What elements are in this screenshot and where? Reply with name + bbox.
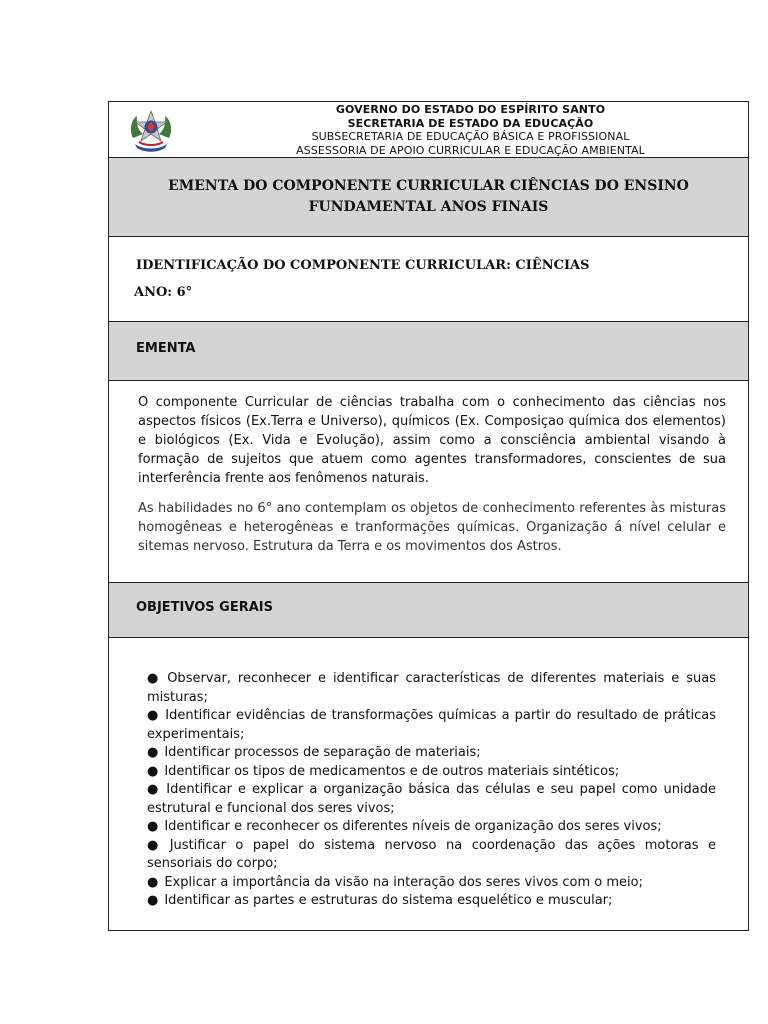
bullet-icon: ● xyxy=(147,874,159,890)
component-identification: IDENTIFICAÇÃO DO COMPONENTE CURRICULAR: CIÊNCIAS xyxy=(136,258,590,273)
document-title xyxy=(109,176,748,218)
objective-text: Observar, reconhecer e identificar características de diferentes materiais e suas misturas; xyxy=(147,671,717,705)
header-line-advisory: ASSESSORIA DE APOIO CURRICULAR E EDUCAÇÃO AMBIENTAL xyxy=(296,143,645,157)
ementa-body-row xyxy=(109,381,748,583)
objective-item xyxy=(147,744,716,763)
objective-item xyxy=(147,874,716,893)
objective-text: Identificar e explicar a organização básica das células e seu papel como unidade estrutural e funcional dos seres vivos; xyxy=(147,782,717,816)
objective-item xyxy=(147,818,716,837)
objectives-list xyxy=(147,670,716,911)
bullet-icon: ● xyxy=(147,708,160,723)
institution-header xyxy=(199,103,742,157)
objective-text: Identificar processos de separação de materiais; xyxy=(164,745,481,760)
state-coat-of-arms-icon xyxy=(127,108,175,154)
objective-item xyxy=(147,707,716,744)
objective-item xyxy=(147,781,716,818)
ementa-heading: EMENTA xyxy=(136,341,196,356)
bullet-icon: ● xyxy=(147,763,159,779)
identification-row xyxy=(109,237,748,322)
objective-text: Identificar os tipos de medicamentos e de outros materiais sintéticos; xyxy=(164,763,620,779)
ementa-paragraph-2: As habilidades no 6° ano contemplam os objetos de conhecimento referentes às misturas homogêneas e heterogêneas e tranformações químicas. Organização á nível celular e sitemas nervoso. Estrutura da Terra e os movimentos dos Astros. xyxy=(138,501,726,554)
ementa-paragraph-1: O componente Curricular de ciências trabalha com o conhecimento das ciências nos aspectos físicos (Ex.Terra e Universo), químicos (Ex. Composiçao química dos elementos) e biológicos (Ex. Vida e Evolução), assim como a consciência ambiental visando à formação de sujeitos que atuem como agentes transformadores, conscientes de sua interferência frente aos fenômenos naturais. xyxy=(138,395,726,486)
objective-item xyxy=(147,670,716,707)
objective-text: Identificar evidências de transformações químicas a partir do resultado de práticas experimentais; xyxy=(147,708,716,742)
objective-item xyxy=(147,837,716,874)
title-row xyxy=(109,158,748,237)
header-line-subsecretariat: SUBSECRETARIA DE EDUCAÇÃO BÁSICA E PROFISSIONAL xyxy=(311,130,630,143)
bullet-icon: ● xyxy=(147,819,159,834)
objectives-body-row xyxy=(109,638,748,930)
header-line-secretariat: SECRETARIA DE ESTADO DA EDUCAÇÃO xyxy=(347,116,594,130)
title-line-1: EMENTA DO COMPONENTE CURRICULAR CIÊNCIAS DO ENSINO xyxy=(168,178,689,194)
header-row xyxy=(109,102,748,158)
objective-item xyxy=(147,892,716,911)
objective-text: Identificar as partes e estruturas do sistema esquelético e muscular; xyxy=(164,893,613,908)
bullet-icon: ● xyxy=(147,837,164,853)
title-line-2: FUNDAMENTAL ANOS FINAIS xyxy=(308,199,549,215)
objectives-heading-row xyxy=(109,583,748,638)
objective-text: Justificar o papel do sistema nervoso na coordenação das ações motoras e sensoriais do corpo; xyxy=(147,837,717,871)
bullet-icon: ● xyxy=(147,782,161,797)
objective-item xyxy=(147,763,716,782)
document-table xyxy=(108,101,749,931)
header-line-government: GOVERNO DO ESTADO DO ESPÍRITO SANTO xyxy=(335,103,606,116)
school-year: ANO: 6° xyxy=(134,285,193,300)
objective-text: Explicar a importância da visão na interação dos seres vivos com o meio; xyxy=(164,874,643,890)
bullet-icon: ● xyxy=(147,671,162,686)
objectives-heading: OBJETIVOS GERAIS xyxy=(136,600,273,615)
objective-text: Identificar e reconhecer os diferentes níveis de organização dos seres vivos; xyxy=(164,819,662,834)
ementa-heading-row xyxy=(109,322,748,381)
bullet-icon: ● xyxy=(147,893,159,908)
bullet-icon: ● xyxy=(147,745,159,760)
